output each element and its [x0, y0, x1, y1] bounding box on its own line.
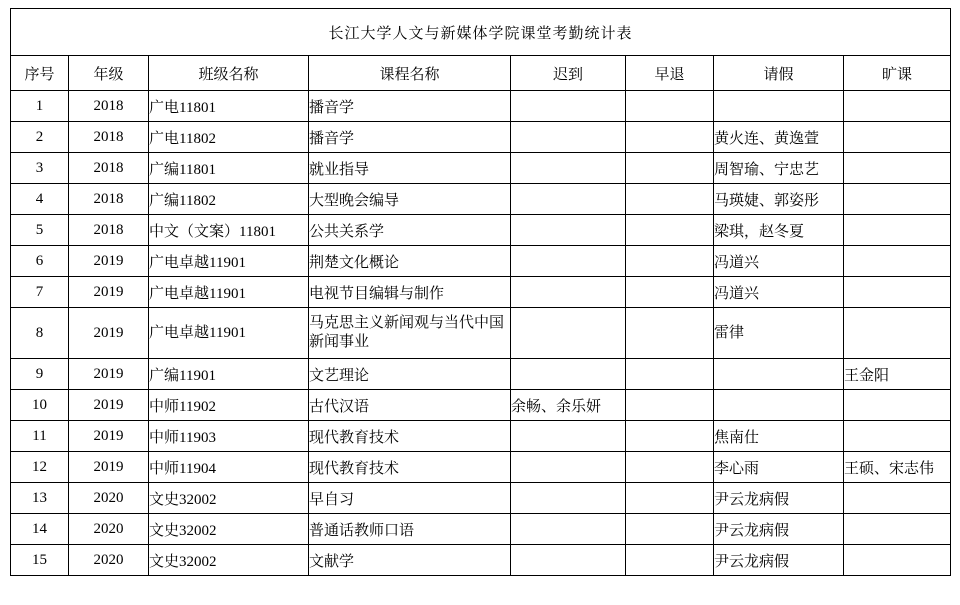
cell-course: 现代教育技术	[309, 421, 511, 452]
cell-early	[626, 91, 714, 122]
cell-class: 文史32002	[149, 545, 309, 576]
cell-no: 9	[11, 359, 69, 390]
cell-class: 广电卓越11901	[149, 277, 309, 308]
cell-absent	[844, 122, 951, 153]
cell-late	[511, 514, 626, 545]
cell-no: 13	[11, 483, 69, 514]
column-header-grade: 年级	[69, 56, 149, 91]
cell-early	[626, 122, 714, 153]
cell-course: 电视节目编辑与制作	[309, 277, 511, 308]
cell-absent	[844, 277, 951, 308]
cell-no: 11	[11, 421, 69, 452]
cell-grade: 2018	[69, 184, 149, 215]
cell-grade: 2019	[69, 246, 149, 277]
cell-leave: 黄火连、黄逸萱	[714, 122, 844, 153]
cell-leave	[714, 390, 844, 421]
column-header-absent: 旷课	[844, 56, 951, 91]
cell-grade: 2020	[69, 545, 149, 576]
cell-class: 中师11902	[149, 390, 309, 421]
cell-course: 现代教育技术	[309, 452, 511, 483]
cell-no: 10	[11, 390, 69, 421]
cell-no: 5	[11, 215, 69, 246]
cell-leave: 马瑛婕、郭姿彤	[714, 184, 844, 215]
table-row	[11, 514, 951, 545]
cell-late	[511, 184, 626, 215]
cell-class: 广编11901	[149, 359, 309, 390]
cell-grade: 2019	[69, 390, 149, 421]
cell-late	[511, 122, 626, 153]
cell-absent: 王金阳	[844, 359, 951, 390]
table-row	[11, 153, 951, 184]
cell-course: 就业指导	[309, 153, 511, 184]
cell-class: 中文（文案）11801	[149, 215, 309, 246]
cell-absent	[844, 184, 951, 215]
cell-course: 文献学	[309, 545, 511, 576]
cell-early	[626, 359, 714, 390]
cell-leave: 尹云龙病假	[714, 514, 844, 545]
cell-absent	[844, 483, 951, 514]
cell-class: 文史32002	[149, 483, 309, 514]
cell-late	[511, 246, 626, 277]
cell-course: 播音学	[309, 122, 511, 153]
cell-early	[626, 215, 714, 246]
cell-no: 3	[11, 153, 69, 184]
cell-course: 播音学	[309, 91, 511, 122]
cell-grade: 2019	[69, 452, 149, 483]
table-row	[11, 277, 951, 308]
column-header-course: 课程名称	[309, 56, 511, 91]
cell-absent	[844, 514, 951, 545]
cell-leave: 梁琪，赵冬夏	[714, 215, 844, 246]
cell-early	[626, 514, 714, 545]
cell-class: 广电11802	[149, 122, 309, 153]
cell-absent	[844, 215, 951, 246]
table-row	[11, 359, 951, 390]
cell-late	[511, 452, 626, 483]
cell-late	[511, 483, 626, 514]
cell-late	[511, 308, 626, 359]
cell-absent	[844, 91, 951, 122]
table-row	[11, 452, 951, 483]
cell-early	[626, 483, 714, 514]
table-row	[11, 91, 951, 122]
table-row	[11, 308, 951, 359]
title-row	[11, 9, 951, 56]
header-row	[11, 56, 951, 91]
cell-absent	[844, 153, 951, 184]
cell-course: 普通话教师口语	[309, 514, 511, 545]
cell-early	[626, 421, 714, 452]
cell-no: 4	[11, 184, 69, 215]
cell-course: 早自习	[309, 483, 511, 514]
cell-early	[626, 390, 714, 421]
page-title: 长江大学人文与新媒体学院课堂考勤统计表	[11, 9, 951, 56]
table-row	[11, 421, 951, 452]
cell-grade: 2019	[69, 421, 149, 452]
cell-early	[626, 184, 714, 215]
cell-early	[626, 277, 714, 308]
table-row	[11, 122, 951, 153]
cell-class: 中师11903	[149, 421, 309, 452]
cell-late: 余畅、余乐妍	[511, 390, 626, 421]
cell-late	[511, 277, 626, 308]
cell-grade: 2019	[69, 308, 149, 359]
cell-grade: 2020	[69, 514, 149, 545]
cell-grade: 2019	[69, 359, 149, 390]
cell-grade: 2018	[69, 122, 149, 153]
cell-absent	[844, 421, 951, 452]
cell-no: 15	[11, 545, 69, 576]
cell-absent: 王硕、宋志伟	[844, 452, 951, 483]
table-row	[11, 483, 951, 514]
cell-grade: 2018	[69, 91, 149, 122]
table-row	[11, 215, 951, 246]
cell-late	[511, 421, 626, 452]
cell-no: 6	[11, 246, 69, 277]
column-header-no: 序号	[11, 56, 69, 91]
cell-no: 8	[11, 308, 69, 359]
cell-course: 古代汉语	[309, 390, 511, 421]
cell-absent	[844, 246, 951, 277]
cell-course: 大型晚会编导	[309, 184, 511, 215]
column-header-early: 早退	[626, 56, 714, 91]
cell-absent	[844, 545, 951, 576]
cell-early	[626, 153, 714, 184]
cell-leave	[714, 359, 844, 390]
table-row	[11, 184, 951, 215]
cell-leave: 尹云龙病假	[714, 483, 844, 514]
cell-leave: 冯道兴	[714, 277, 844, 308]
cell-course: 荆楚文化概论	[309, 246, 511, 277]
cell-leave: 雷律	[714, 308, 844, 359]
cell-course: 公共关系学	[309, 215, 511, 246]
cell-no: 1	[11, 91, 69, 122]
cell-no: 12	[11, 452, 69, 483]
cell-leave: 周智瑜、宁忠艺	[714, 153, 844, 184]
cell-no: 2	[11, 122, 69, 153]
cell-class: 广编11801	[149, 153, 309, 184]
cell-class: 文史32002	[149, 514, 309, 545]
cell-grade: 2018	[69, 215, 149, 246]
cell-late	[511, 91, 626, 122]
column-header-class: 班级名称	[149, 56, 309, 91]
cell-absent	[844, 390, 951, 421]
cell-class: 广电11801	[149, 91, 309, 122]
cell-leave: 冯道兴	[714, 246, 844, 277]
cell-class: 广编11802	[149, 184, 309, 215]
cell-early	[626, 452, 714, 483]
cell-leave: 李心雨	[714, 452, 844, 483]
column-header-late: 迟到	[511, 56, 626, 91]
cell-grade: 2020	[69, 483, 149, 514]
cell-leave	[714, 91, 844, 122]
cell-early	[626, 545, 714, 576]
cell-late	[511, 153, 626, 184]
cell-no: 7	[11, 277, 69, 308]
cell-grade: 2019	[69, 277, 149, 308]
cell-leave: 焦南仕	[714, 421, 844, 452]
cell-leave: 尹云龙病假	[714, 545, 844, 576]
table-row	[11, 390, 951, 421]
cell-late	[511, 359, 626, 390]
column-header-leave: 请假	[714, 56, 844, 91]
cell-early	[626, 246, 714, 277]
cell-early	[626, 308, 714, 359]
cell-class: 广电卓越11901	[149, 308, 309, 359]
cell-course: 文艺理论	[309, 359, 511, 390]
cell-grade: 2018	[69, 153, 149, 184]
cell-late	[511, 215, 626, 246]
table-row	[11, 246, 951, 277]
cell-absent	[844, 308, 951, 359]
table-row	[11, 545, 951, 576]
attendance-table	[10, 8, 951, 576]
cell-course: 马克思主义新闻观与当代中国新闻事业	[309, 308, 511, 359]
cell-class: 广电卓越11901	[149, 246, 309, 277]
cell-no: 14	[11, 514, 69, 545]
cell-late	[511, 545, 626, 576]
cell-class: 中师11904	[149, 452, 309, 483]
